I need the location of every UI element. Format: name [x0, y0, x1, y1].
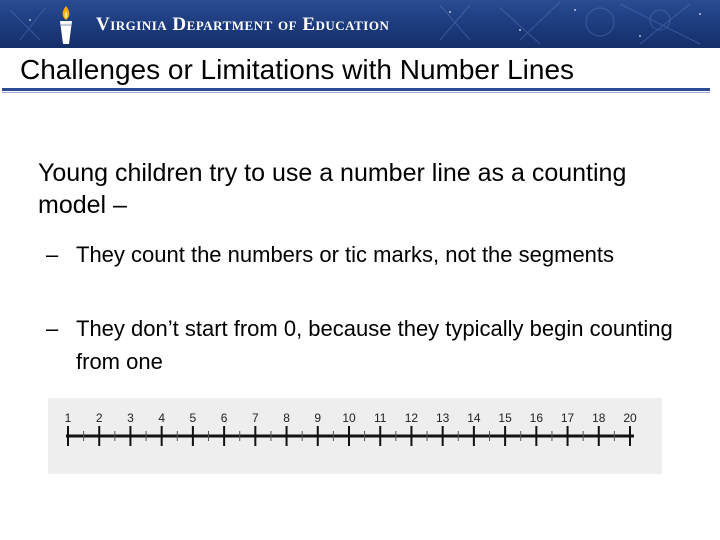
number-line-label: 15 [498, 411, 512, 425]
number-line-label: 20 [623, 411, 637, 425]
number-line-label: 16 [529, 411, 544, 425]
number-line [48, 398, 662, 474]
main-point: Young children try to use a number line as a counting model – [38, 159, 627, 219]
number-line-label: 7 [251, 411, 259, 425]
page-title: Challenges or Limitations with Number Lines [20, 54, 575, 85]
torch-logo-icon [52, 4, 80, 46]
header-banner [0, 0, 720, 48]
title-underline [2, 88, 710, 91]
number-line-label: 4 [158, 411, 166, 425]
number-line-label: 14 [467, 411, 481, 425]
number-line-label: 8 [283, 411, 290, 425]
number-line-label: 17 [560, 411, 575, 425]
sub-point-text: They count the numbers or tic marks, not the segments [76, 242, 615, 267]
number-line-label: 2 [95, 411, 103, 425]
number-line-label: 13 [435, 411, 450, 425]
number-line-label: 9 [314, 411, 322, 425]
org-name: Virginia Department of Education [96, 14, 390, 35]
number-line-label: 18 [592, 411, 606, 425]
title-underline-accent [2, 92, 710, 93]
number-line-figure [48, 398, 662, 474]
dash-bullet: – [46, 242, 59, 267]
number-line-label: 1 [64, 411, 72, 425]
sub-point [46, 238, 676, 271]
number-line-label: 3 [127, 411, 134, 425]
number-line-label: 11 [373, 411, 387, 425]
number-line-label: 6 [220, 411, 228, 425]
dash-bullet: – [46, 316, 59, 341]
sub-point-text: They don’t start from 0, because they typically begin counting from one [76, 316, 673, 374]
number-line-label: 10 [342, 411, 356, 425]
number-line-label: 5 [189, 411, 197, 425]
sub-point [46, 312, 676, 378]
number-line-label: 12 [404, 411, 419, 425]
